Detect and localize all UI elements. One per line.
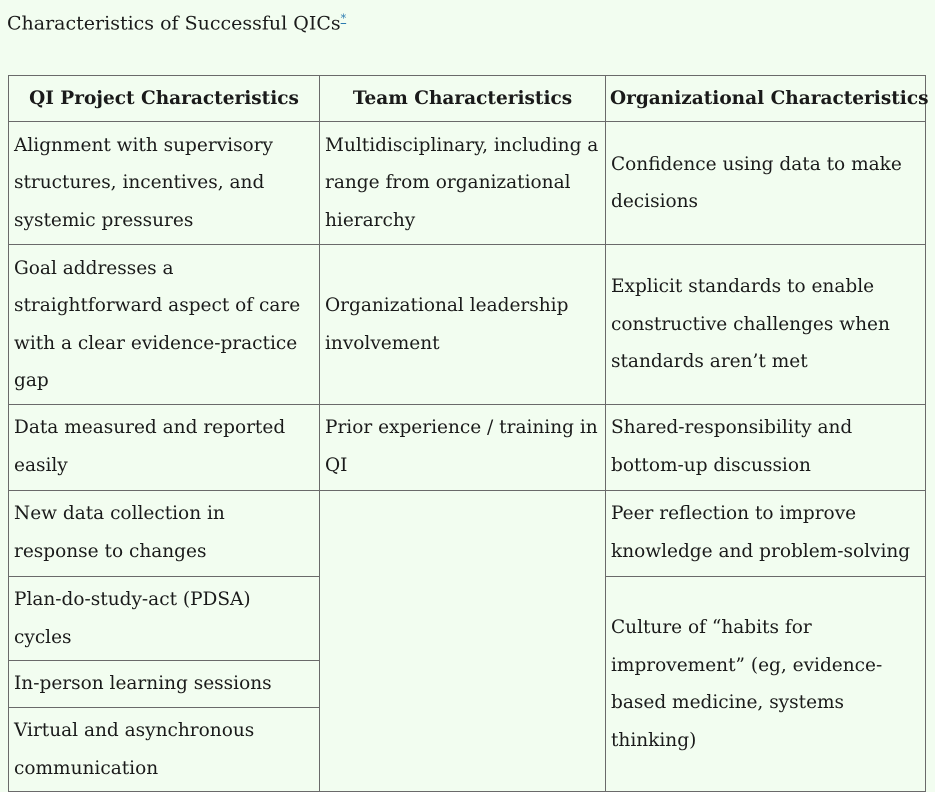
organizational-cell: Confidence using data to make decisions: [606, 122, 926, 245]
table-header-row: [9, 76, 926, 122]
team-empty-cell: [320, 491, 606, 792]
team-cell: Organizational leadership involvement: [320, 245, 606, 405]
table-row: [9, 405, 926, 491]
table-caption: [7, 6, 346, 36]
project-cell: Data measured and reported easily: [9, 405, 320, 491]
team-cell: Multidisciplinary, including a range from organizational hierarchy: [320, 122, 606, 245]
organizational-cell: Shared-responsibility and bottom-up discussion: [606, 405, 926, 491]
characteristics-table: [8, 75, 929, 792]
project-cell: Goal addresses a straightforward aspect of care with a clear evidence-practice gap: [9, 245, 320, 405]
table-row: [9, 245, 926, 405]
project-cell: Plan-do-study-act (PDSA) cycles: [9, 577, 320, 661]
project-cell: Alignment with supervisory structures, incentives, and systemic pressures: [9, 122, 320, 245]
organizational-cell: Culture of “habits for improvement” (eg, evidence-based medicine, systems thinking): [606, 577, 926, 792]
project-cell: New data collection in response to changes: [9, 491, 320, 577]
organizational-cell: Explicit standards to enable constructive challenges when standards aren’t met: [606, 245, 926, 405]
header-team: Team Characteristics: [320, 76, 606, 122]
caption-title: Characteristics of Successful QICs: [7, 12, 341, 35]
table-row: [9, 491, 926, 577]
header-qi-project: QI Project Characteristics: [9, 76, 320, 122]
organizational-cell: Peer reflection to improve knowledge and problem-solving: [606, 491, 926, 577]
project-cell: In-person learning sessions: [9, 661, 320, 708]
project-cell: Virtual and asynchronous communication: [9, 708, 320, 792]
header-organizational: Organizational Characteristics: [606, 76, 926, 122]
table-row: [9, 122, 926, 245]
team-cell: Prior experience / training in QI: [320, 405, 606, 491]
footnote-link[interactable]: *: [340, 12, 347, 25]
